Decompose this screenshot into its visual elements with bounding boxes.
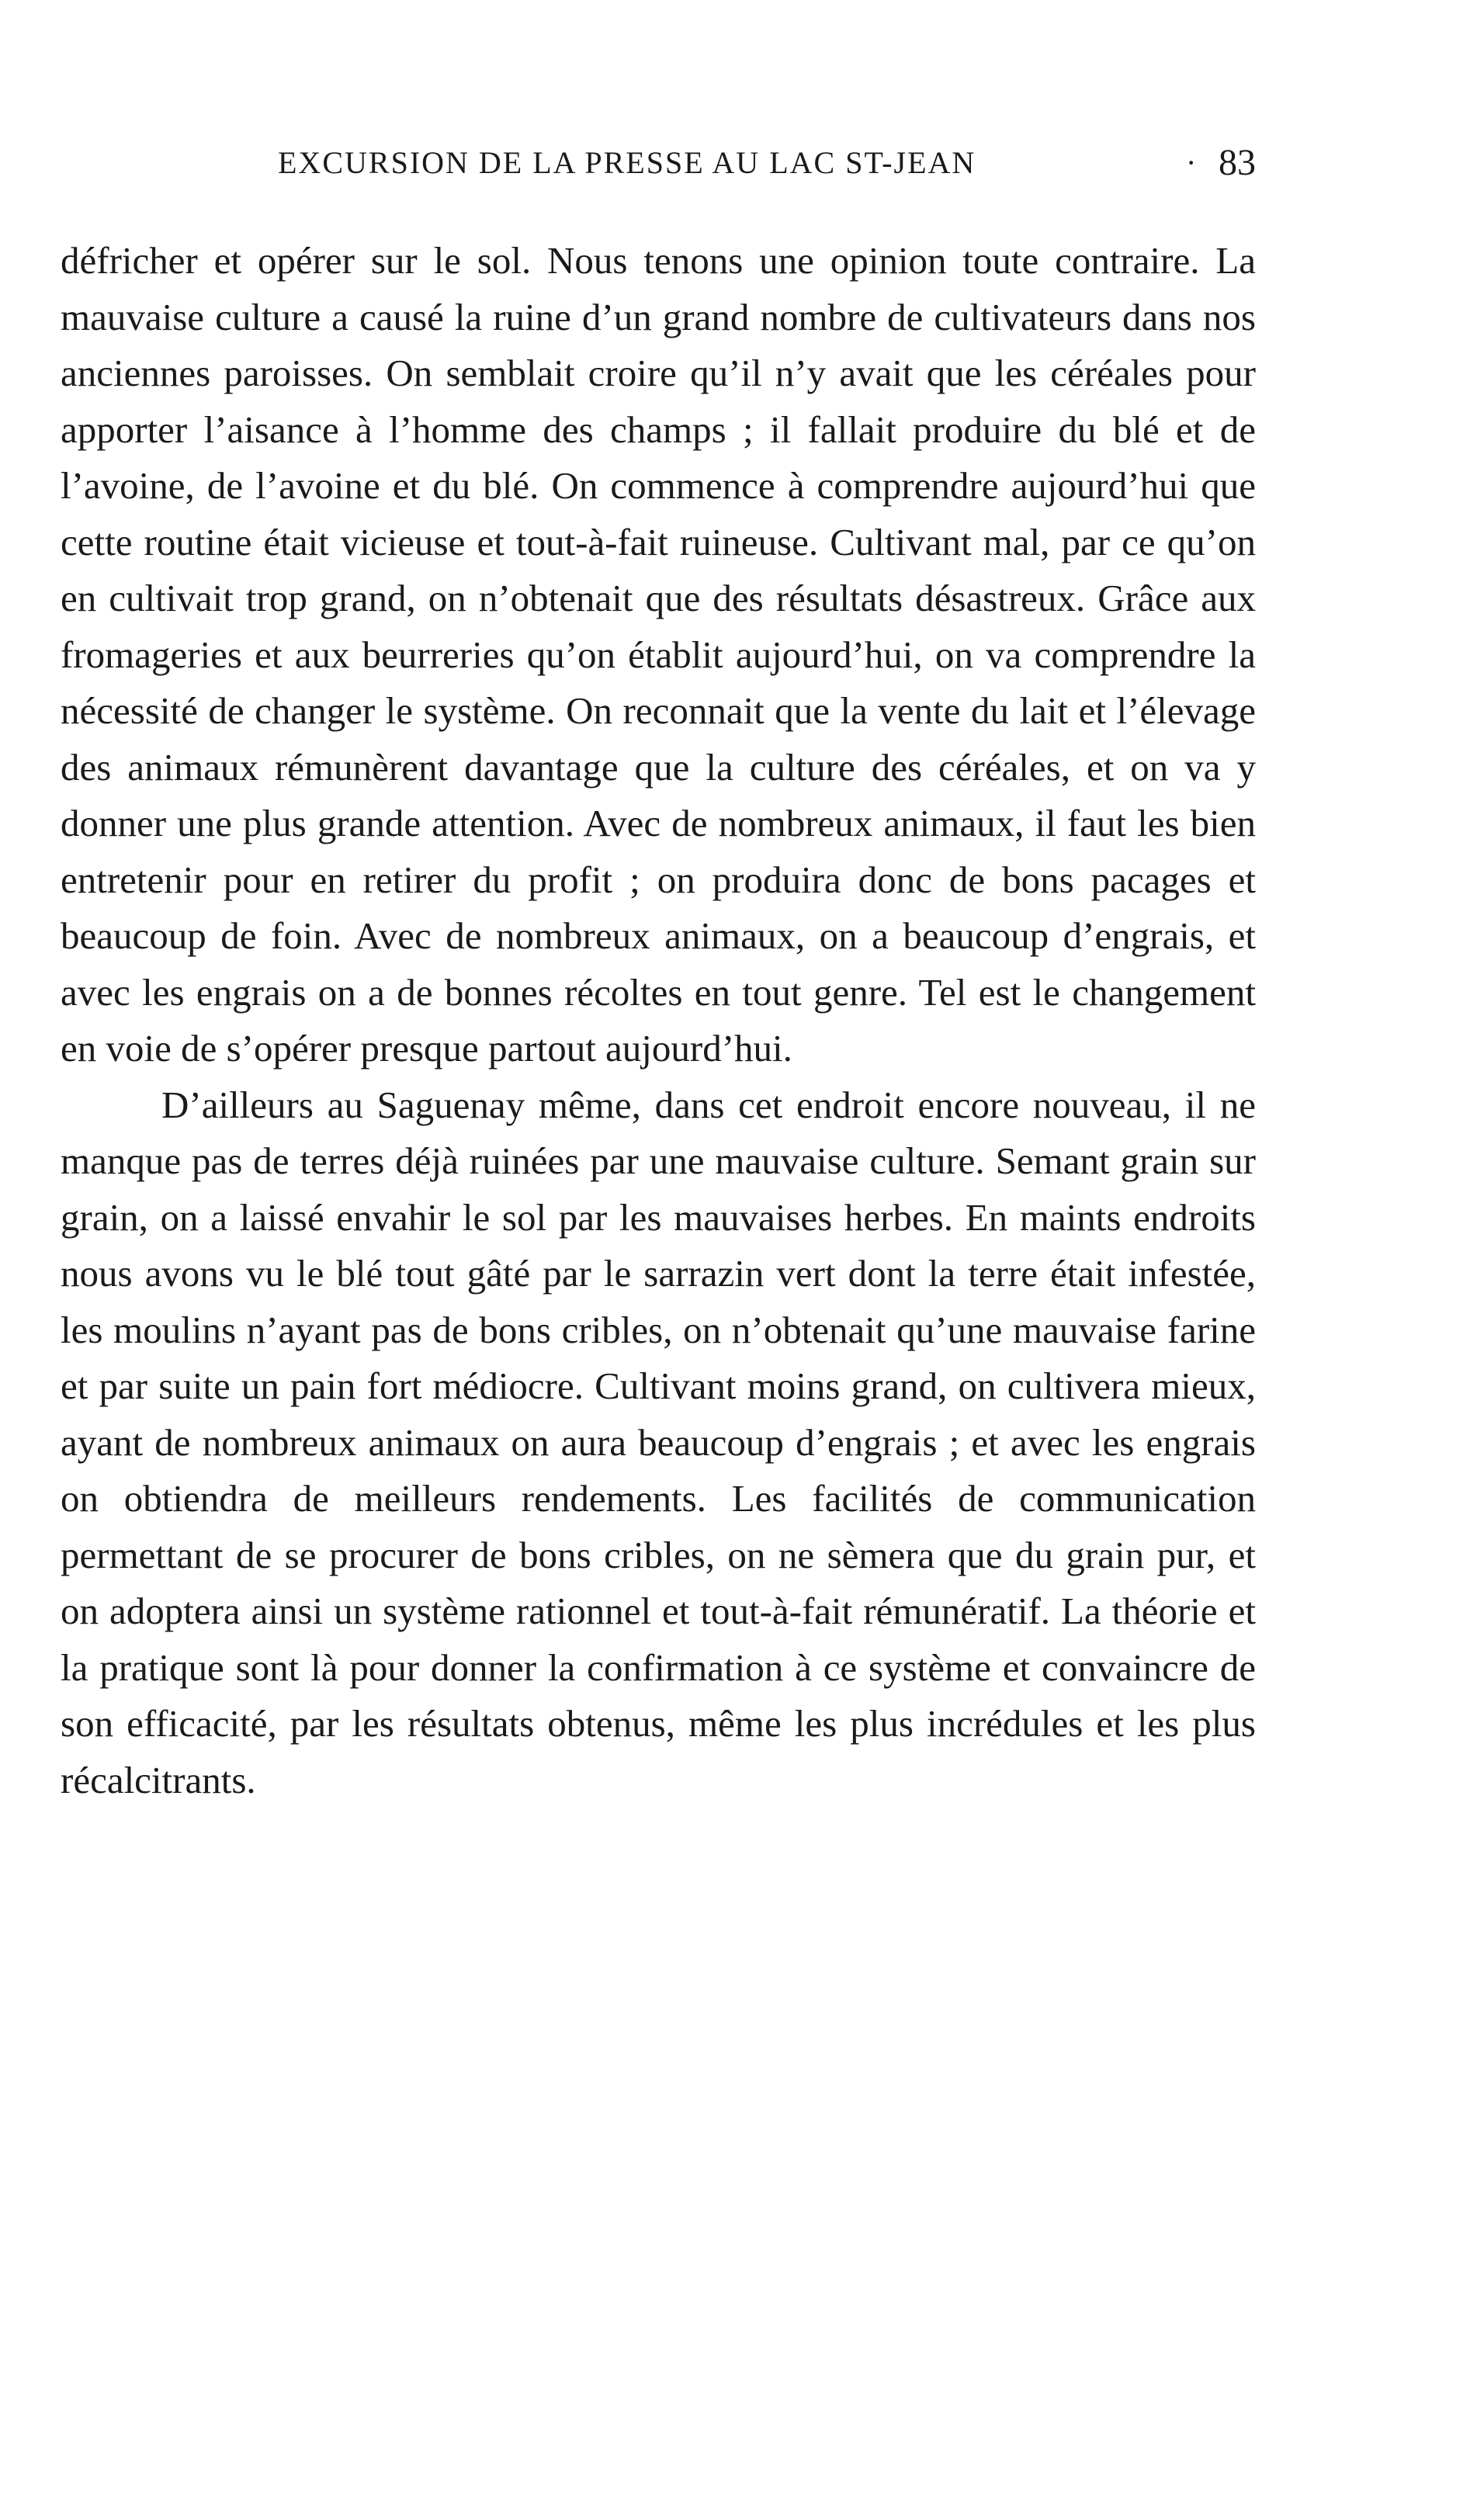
- paragraph-saguenay: D’ailleurs au Saguenay même, dans cet endroit encore nouveau, il ne manque pas de terres déjà ruinées par une mauvaise culture. Semant grain sur grain, on a laissé envahir le sol par les mauvaises herbes. En maints endroits nous avons vu le blé tout gâté par le sarrazin vert dont la terre était infestée, les moulins n’ayant pas de bons cribles, on n’obtenait qu’une mauvaise farine et par suite un pain fort médiocre. Cultivant moins grand, on cultivera mieux, ayant de nombreux animaux on aura beaucoup d’engrais ; et avec les engrais on obtiendra de meilleurs rendements. Les facilités de communication permettant de se procurer de bons cribles, on ne sèmera que du grain pur, et on adoptera ainsi un système rationnel et tout-à-fait rémunératif. La théorie et la pratique sont là pour donner la confirmation à ce système et convaincre de son efficacité, par les résultats obtenus, même les plus incrédules et les plus récalcitrants.: [61, 1083, 1256, 1801]
- header-separator: ·: [1186, 145, 1197, 180]
- running-header: [61, 144, 1256, 191]
- running-title: EXCURSION DE LA PRESSE AU LAC ST-JEAN: [278, 145, 976, 180]
- body-text: [61, 233, 1256, 1808]
- page-number: 83: [1219, 142, 1256, 183]
- paragraph-continued: défricher et opérer sur le sol. Nous tenons une opinion toute contraire. La mauvaise culture a causé la ruine d’un grand nombre de cultivateurs dans nos anciennes paroisses. On semblait croire qu’il n’y avait que les céréales pour apporter l’aisance à l’homme des champs ; il fallait produire du blé et de l’avoine, de l’avoine et du blé. On commence à comprendre aujourd’hui que cette routine était vicieuse et tout-à-fait ruineuse. Cultivant mal, par ce qu’on en cultivait trop grand, on n’obtenait que des résultats désastreux. Grâce aux fromageries et aux beurreries qu’on établit aujourd’hui, on va comprendre la nécessité de changer le système. On reconnait que la vente du lait et l’élevage des animaux rémunèrent davantage que la culture des céréales, et on va y donner une plus grande attention. Avec de nombreux animaux, il faut les bien entretenir pour en retirer du profit ; on produira donc de bons pacages et beaucoup de foin. Avec de nombreux animaux, on a beaucoup d’engrais, et avec les engrais on a de bonnes récoltes en tout genre. Tel est le changement en voie de s’opérer presque partout aujourd’hui.: [61, 239, 1256, 1070]
